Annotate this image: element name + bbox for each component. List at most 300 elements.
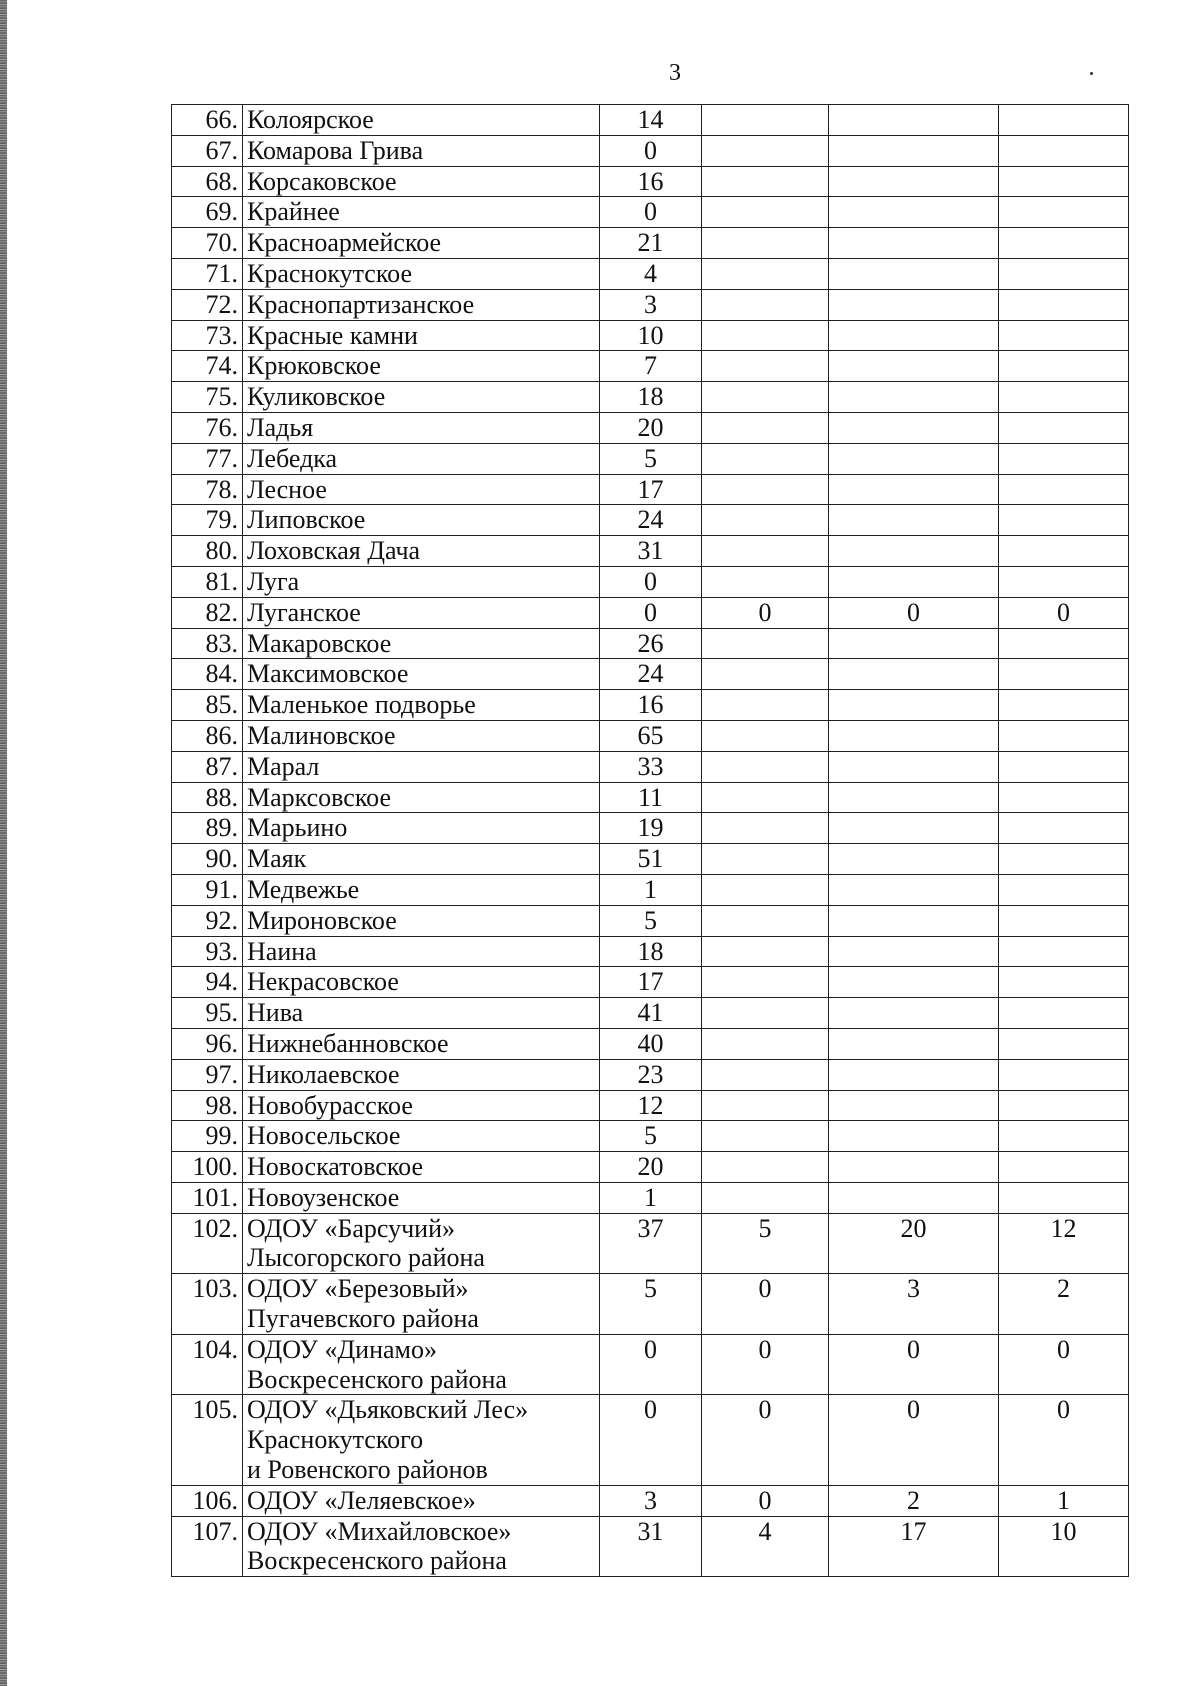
row-name-line: и Ровенского районов (247, 1455, 488, 1485)
row-total: 20 (600, 412, 702, 443)
row-col-a: 4 (702, 1516, 829, 1577)
table-row (172, 258, 1129, 289)
row-name-line: Мироновское (247, 905, 397, 935)
table-row (172, 197, 1129, 228)
row-name (243, 351, 600, 382)
row-col-c (999, 998, 1129, 1029)
page-number: 3 (669, 60, 681, 86)
scan-speck (1090, 72, 1093, 75)
row-name-line: Лысогорского района (247, 1243, 485, 1273)
row-col-c (999, 1059, 1129, 1090)
row-col-c: 1 (999, 1485, 1129, 1516)
row-number: 79. (172, 505, 243, 536)
row-total: 14 (600, 105, 702, 136)
row-col-a: 0 (702, 597, 829, 628)
row-number: 105. (172, 1395, 243, 1485)
row-name-line: Макаровское (247, 628, 392, 658)
table-row (172, 135, 1129, 166)
row-col-c (999, 1121, 1129, 1152)
row-col-a (702, 258, 829, 289)
row-name-line: Медвежье (247, 874, 360, 904)
row-total: 5 (600, 443, 702, 474)
row-number: 89. (172, 813, 243, 844)
row-name (243, 874, 600, 905)
table-row (172, 566, 1129, 597)
row-col-c (999, 905, 1129, 936)
table-row (172, 289, 1129, 320)
row-number: 101. (172, 1182, 243, 1213)
table-row (172, 474, 1129, 505)
row-name-line: Красноармейское (247, 228, 442, 258)
row-number: 87. (172, 751, 243, 782)
table-row (172, 166, 1129, 197)
row-number: 99. (172, 1121, 243, 1152)
row-total: 21 (600, 228, 702, 259)
row-total: 0 (600, 1395, 702, 1485)
row-col-a (702, 782, 829, 813)
row-col-c (999, 813, 1129, 844)
table-row (172, 597, 1129, 628)
row-name (243, 1485, 600, 1516)
row-name (243, 1152, 600, 1183)
row-col-b (829, 382, 999, 413)
row-number: 82. (172, 597, 243, 628)
row-col-c (999, 351, 1129, 382)
row-col-b (829, 289, 999, 320)
row-col-a (702, 720, 829, 751)
row-col-a (702, 135, 829, 166)
row-col-a (702, 874, 829, 905)
table-row (172, 844, 1129, 875)
table-row (172, 751, 1129, 782)
row-number: 107. (172, 1516, 243, 1577)
row-col-c (999, 166, 1129, 197)
row-total: 24 (600, 659, 702, 690)
row-name-line: Краснокутского (247, 1425, 424, 1455)
row-col-c (999, 1152, 1129, 1183)
table-row (172, 905, 1129, 936)
row-col-c (999, 105, 1129, 136)
row-col-b (829, 751, 999, 782)
row-name (243, 197, 600, 228)
row-name (243, 1090, 600, 1121)
row-name-line: ОДОУ «Михайловское» (247, 1516, 512, 1546)
row-col-b (829, 1152, 999, 1183)
row-col-b (829, 228, 999, 259)
row-total: 20 (600, 1152, 702, 1183)
row-number: 66. (172, 105, 243, 136)
row-number: 81. (172, 566, 243, 597)
row-total: 11 (600, 782, 702, 813)
row-col-c (999, 844, 1129, 875)
row-total: 4 (600, 258, 702, 289)
table-row (172, 1090, 1129, 1121)
row-col-a: 0 (702, 1274, 829, 1335)
row-name (243, 536, 600, 567)
row-col-b (829, 105, 999, 136)
row-col-b (829, 536, 999, 567)
table-row (172, 1059, 1129, 1090)
row-col-a (702, 443, 829, 474)
row-name-line: Корсаковское (247, 166, 397, 196)
row-name (243, 412, 600, 443)
row-name-line: Воскресенского района (247, 1546, 507, 1576)
row-col-a: 0 (702, 1395, 829, 1485)
row-col-b (829, 474, 999, 505)
table-row (172, 351, 1129, 382)
row-number: 102. (172, 1213, 243, 1274)
row-col-c (999, 474, 1129, 505)
table-row (172, 1334, 1129, 1395)
table-row (172, 874, 1129, 905)
row-name (243, 1121, 600, 1152)
row-total: 16 (600, 166, 702, 197)
row-name (243, 597, 600, 628)
row-number: 88. (172, 782, 243, 813)
row-number: 98. (172, 1090, 243, 1121)
row-number: 86. (172, 720, 243, 751)
row-name (243, 1213, 600, 1274)
row-col-a (702, 566, 829, 597)
table-row (172, 1274, 1129, 1335)
row-col-a (702, 105, 829, 136)
row-number: 83. (172, 628, 243, 659)
row-col-c (999, 720, 1129, 751)
row-col-a (702, 813, 829, 844)
row-name-line: ОДОУ «Динамо» (247, 1334, 437, 1364)
row-col-a (702, 690, 829, 721)
row-col-c: 0 (999, 597, 1129, 628)
table-row (172, 967, 1129, 998)
row-col-a (702, 1028, 829, 1059)
row-col-c (999, 659, 1129, 690)
row-name-line: Лоховская Дача (247, 536, 421, 566)
row-name-line: Воскресенского района (247, 1364, 507, 1394)
row-total: 0 (600, 597, 702, 628)
row-name-line: Новобурасское (247, 1090, 413, 1120)
row-col-b (829, 998, 999, 1029)
row-col-b (829, 782, 999, 813)
table-row (172, 1395, 1129, 1485)
row-number: 95. (172, 998, 243, 1029)
row-total: 1 (600, 1182, 702, 1213)
row-col-c (999, 382, 1129, 413)
row-col-b (829, 720, 999, 751)
row-number: 97. (172, 1059, 243, 1090)
table-row (172, 659, 1129, 690)
row-col-c (999, 628, 1129, 659)
row-col-a: 5 (702, 1213, 829, 1274)
row-col-a (702, 474, 829, 505)
row-col-a (702, 751, 829, 782)
row-name-line: Новоскатовское (247, 1152, 424, 1182)
row-col-b (829, 936, 999, 967)
hunting-grounds-table (171, 104, 1129, 1577)
row-col-a (702, 289, 829, 320)
row-total: 37 (600, 1213, 702, 1274)
row-col-a (702, 1121, 829, 1152)
row-col-a (702, 228, 829, 259)
row-total: 0 (600, 566, 702, 597)
row-col-b: 20 (829, 1213, 999, 1274)
row-name (243, 1028, 600, 1059)
row-name-line: Марал (247, 751, 320, 781)
row-col-c (999, 566, 1129, 597)
row-col-b (829, 443, 999, 474)
row-col-a (702, 1059, 829, 1090)
row-name-line: Маленькое подворье (247, 690, 476, 720)
row-col-c (999, 505, 1129, 536)
table-row (172, 936, 1129, 967)
row-number: 100. (172, 1152, 243, 1183)
scan-edge (0, 0, 7, 1686)
row-number: 92. (172, 905, 243, 936)
row-col-b: 2 (829, 1485, 999, 1516)
table-row (172, 628, 1129, 659)
row-name (243, 690, 600, 721)
row-col-c (999, 967, 1129, 998)
row-col-a (702, 351, 829, 382)
row-total: 40 (600, 1028, 702, 1059)
row-name-line: Красные камни (247, 320, 418, 350)
row-number: 71. (172, 258, 243, 289)
row-col-b: 17 (829, 1516, 999, 1577)
row-col-c: 0 (999, 1334, 1129, 1395)
row-name-line: Пугачевского района (247, 1304, 479, 1334)
table-row (172, 505, 1129, 536)
row-col-c (999, 412, 1129, 443)
row-name (243, 105, 600, 136)
row-number: 106. (172, 1485, 243, 1516)
row-col-b (829, 135, 999, 166)
row-col-c (999, 1090, 1129, 1121)
row-name-line: Лесное (247, 474, 327, 504)
row-name (243, 443, 600, 474)
row-col-c (999, 1028, 1129, 1059)
row-name (243, 659, 600, 690)
row-col-a: 0 (702, 1485, 829, 1516)
table-row (172, 105, 1129, 136)
row-col-b (829, 967, 999, 998)
row-total: 17 (600, 967, 702, 998)
row-number: 75. (172, 382, 243, 413)
row-col-b (829, 1182, 999, 1213)
row-number: 78. (172, 474, 243, 505)
table-row (172, 1213, 1129, 1274)
row-name-line: Крайнее (247, 197, 340, 227)
table-body (172, 105, 1129, 1577)
row-col-c (999, 751, 1129, 782)
table-row (172, 443, 1129, 474)
row-name-line: Некрасовское (247, 967, 399, 997)
row-total: 7 (600, 351, 702, 382)
row-total: 3 (600, 1485, 702, 1516)
row-col-c (999, 258, 1129, 289)
row-number: 74. (172, 351, 243, 382)
row-col-b (829, 874, 999, 905)
table-row (172, 1121, 1129, 1152)
row-col-b (829, 1028, 999, 1059)
row-total: 18 (600, 382, 702, 413)
row-name-line: Колоярское (247, 105, 374, 134)
row-name (243, 289, 600, 320)
row-number: 103. (172, 1274, 243, 1335)
row-col-c (999, 135, 1129, 166)
row-name (243, 720, 600, 751)
row-name-line: Наина (247, 936, 317, 966)
row-name (243, 1182, 600, 1213)
row-total: 33 (600, 751, 702, 782)
row-total: 65 (600, 720, 702, 751)
row-name-line: Куликовское (247, 382, 386, 412)
row-total: 23 (600, 1059, 702, 1090)
row-total: 1 (600, 874, 702, 905)
row-name-line: Марксовское (247, 782, 392, 812)
row-name-line: Малиновское (247, 720, 396, 750)
row-name (243, 1274, 600, 1335)
row-col-b: 0 (829, 597, 999, 628)
row-name (243, 1059, 600, 1090)
row-name-line: ОДОУ «Березовый» (247, 1274, 469, 1304)
table-row (172, 782, 1129, 813)
table-row (172, 536, 1129, 567)
table-row (172, 1028, 1129, 1059)
row-col-b (829, 628, 999, 659)
row-name-line: ОДОУ «Леляевское» (247, 1485, 476, 1515)
row-total: 51 (600, 844, 702, 875)
table-row (172, 720, 1129, 751)
row-name (243, 166, 600, 197)
row-name (243, 566, 600, 597)
row-name (243, 782, 600, 813)
row-name (243, 936, 600, 967)
row-col-a (702, 998, 829, 1029)
row-number: 84. (172, 659, 243, 690)
row-col-c (999, 320, 1129, 351)
row-total: 0 (600, 135, 702, 166)
row-col-c: 12 (999, 1213, 1129, 1274)
row-name-line: ОДОУ «Барсучий» (247, 1213, 456, 1243)
row-col-a (702, 536, 829, 567)
row-col-b (829, 566, 999, 597)
row-number: 68. (172, 166, 243, 197)
row-col-a (702, 412, 829, 443)
row-col-b (829, 1090, 999, 1121)
row-name (243, 967, 600, 998)
row-col-b (829, 690, 999, 721)
row-col-b (829, 320, 999, 351)
row-col-c: 0 (999, 1395, 1129, 1485)
row-name-line: Комарова Грива (247, 135, 424, 165)
row-name-line: Ладья (247, 412, 314, 442)
row-total: 12 (600, 1090, 702, 1121)
row-total: 26 (600, 628, 702, 659)
row-total: 24 (600, 505, 702, 536)
row-name-line: Крюковское (247, 351, 381, 381)
row-col-a (702, 382, 829, 413)
row-col-c (999, 936, 1129, 967)
row-total: 18 (600, 936, 702, 967)
row-total: 5 (600, 905, 702, 936)
row-col-a (702, 628, 829, 659)
row-number: 90. (172, 844, 243, 875)
row-col-c (999, 690, 1129, 721)
row-name-line: Липовское (247, 505, 366, 535)
row-col-b: 0 (829, 1334, 999, 1395)
row-name (243, 228, 600, 259)
row-col-a (702, 1152, 829, 1183)
row-total: 3 (600, 289, 702, 320)
row-name-line: Нива (247, 998, 304, 1028)
row-name-line: Краснокутское (247, 258, 412, 288)
row-name-line: Краснопартизанское (247, 289, 475, 319)
row-name-line: Луганское (247, 597, 361, 627)
row-total: 5 (600, 1121, 702, 1152)
row-name (243, 1516, 600, 1577)
row-col-b (829, 844, 999, 875)
row-col-b (829, 905, 999, 936)
table-row (172, 1182, 1129, 1213)
row-col-b (829, 412, 999, 443)
row-number: 67. (172, 135, 243, 166)
row-name-line: Луга (247, 566, 300, 596)
row-col-b (829, 197, 999, 228)
row-number: 91. (172, 874, 243, 905)
row-total: 17 (600, 474, 702, 505)
row-total: 10 (600, 320, 702, 351)
row-name (243, 382, 600, 413)
row-number: 93. (172, 936, 243, 967)
table-row (172, 382, 1129, 413)
row-total: 0 (600, 197, 702, 228)
row-total: 41 (600, 998, 702, 1029)
row-number: 94. (172, 967, 243, 998)
row-col-b (829, 1121, 999, 1152)
row-col-c (999, 228, 1129, 259)
row-col-b (829, 258, 999, 289)
row-name (243, 998, 600, 1029)
row-col-a (702, 967, 829, 998)
row-number: 70. (172, 228, 243, 259)
row-col-c: 2 (999, 1274, 1129, 1335)
row-name-line: ОДОУ «Дьяковский Лес» (247, 1395, 529, 1425)
row-name (243, 628, 600, 659)
row-number: 85. (172, 690, 243, 721)
row-col-a (702, 844, 829, 875)
row-number: 77. (172, 443, 243, 474)
row-total: 5 (600, 1274, 702, 1335)
row-name-line: Новосельское (247, 1121, 401, 1151)
row-name-line: Маяк (247, 844, 307, 874)
table-row (172, 412, 1129, 443)
row-name-line: Новоузенское (247, 1182, 400, 1212)
row-col-b (829, 351, 999, 382)
row-col-a (702, 320, 829, 351)
row-total: 19 (600, 813, 702, 844)
row-col-b: 3 (829, 1274, 999, 1335)
row-col-c (999, 1182, 1129, 1213)
row-number: 96. (172, 1028, 243, 1059)
row-col-c: 10 (999, 1516, 1129, 1577)
row-number: 76. (172, 412, 243, 443)
table-row (172, 320, 1129, 351)
row-col-a: 0 (702, 1334, 829, 1395)
row-col-b (829, 166, 999, 197)
row-col-c (999, 197, 1129, 228)
row-number: 69. (172, 197, 243, 228)
table-row (172, 1485, 1129, 1516)
row-name (243, 751, 600, 782)
